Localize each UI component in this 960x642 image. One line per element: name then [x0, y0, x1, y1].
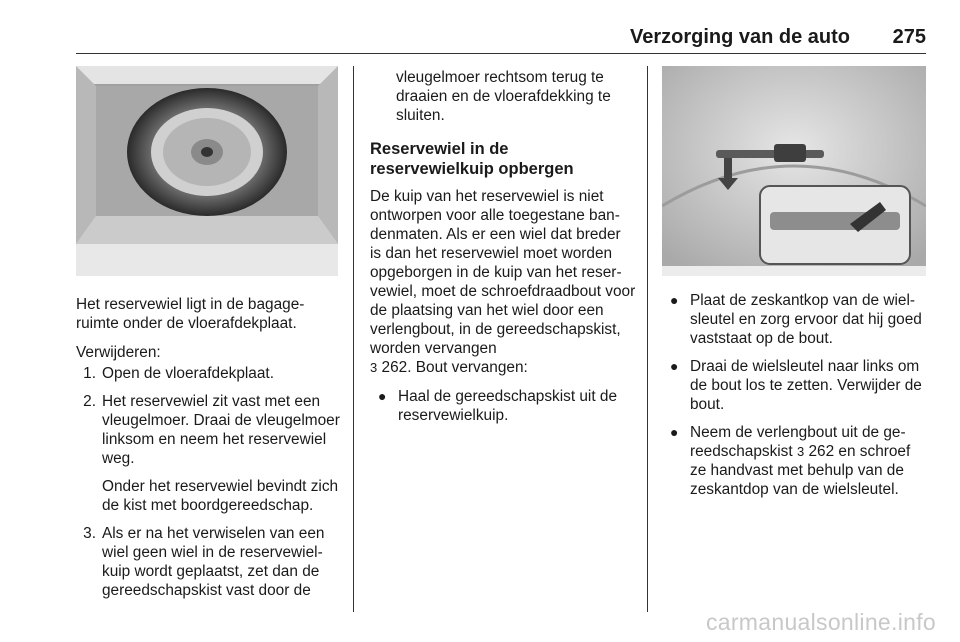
removal-steps — [76, 364, 342, 600]
right-column — [662, 291, 928, 508]
bullet-text: Haal de gereedschapskist uit de reservewielkuip. — [398, 388, 618, 424]
intro-paragraph: Het reservewiel ligt in de bagageruimte onder de vloerafdekplaat. — [76, 296, 305, 332]
bullet-icon: ● — [670, 292, 679, 308]
continuation-paragraph: vleugelmoer rechtsom terug te draaien en de vloerafdekking te sluiten. — [396, 69, 611, 124]
left-column — [76, 295, 342, 609]
bullet-item — [370, 387, 636, 425]
step-number: 3. — [83, 525, 96, 542]
spare-wheel-illustration — [76, 66, 338, 276]
bullet-text: Plaat de zeskantkop van de wielsleutel en zorg ervoor dat hij goed vaststaat op de bout. — [690, 292, 922, 347]
column-divider-2 — [647, 66, 648, 612]
step-text: Open de vloerafdekplaat. — [102, 365, 274, 382]
bullet-icon: ● — [670, 424, 679, 440]
bullet-item — [662, 357, 928, 414]
step-3 — [76, 524, 342, 600]
page-number: 275 — [892, 26, 926, 48]
page-header — [76, 24, 926, 54]
step-number: 1. — [83, 365, 96, 382]
bullet-text — [690, 423, 928, 499]
spare-wheel-photo — [76, 66, 338, 276]
bullet-text-part: 262 en schroef ze handvast met behulp van de zeskantdop van de wielsleutel. — [690, 443, 911, 498]
reference-arrow-icon: 3 — [370, 360, 378, 375]
bullet-icon: ● — [378, 388, 387, 404]
header-title: Verzorging van de auto — [629, 26, 850, 48]
right-bullet-list — [662, 291, 928, 499]
tyre-size-paragraph — [370, 187, 636, 377]
column-divider-1 — [353, 66, 354, 612]
bolt-replacement-photo — [662, 66, 926, 276]
bullet-text-part: Neem de verlengbout uit de gereedschapskist — [690, 424, 906, 460]
step-2 — [76, 392, 342, 515]
remove-label: Verwijderen: — [76, 344, 161, 361]
wheel-wrench-illustration — [662, 66, 926, 276]
watermark: carmanualsonline.info — [705, 609, 936, 635]
bullet-item — [662, 291, 928, 348]
paragraph-text: 262. Bout vervangen: — [377, 359, 528, 376]
bullet-icon: ● — [670, 358, 679, 374]
reference-arrow-icon: 3 — [796, 444, 805, 459]
step-text: Het reservewiel zit vast met een vleugelmoer. Draai de vleugelmoer linksom en neem het reservewiel weg. — [102, 393, 340, 467]
middle-bullet-list — [370, 387, 636, 425]
step-1 — [76, 364, 342, 383]
bullet-text: Draai de wielsleutel naar links om de bout los te zetten. Verwijder de bout. — [690, 358, 922, 413]
bullet-item — [662, 423, 928, 499]
step-text: Als er na het verwiselen van een wiel geen wiel in de reservewielkuip wordt geplaatst, zet dan de gereedschapskist vast door de — [102, 525, 325, 599]
paragraph-text: De kuip van het reservewiel is niet ontworpen voor alle toegestane bandenmaten. Als er een wiel dat breder is dan het reservewiel moet worden opgeborgen in de kuip van het reservewiel, moet de schroefdraadbout voor de plaatsing van het wiel door een verlengbout, in de gereedschapskist, worden vervangen — [370, 188, 636, 357]
step-text: Onder het reservewiel bevindt zich de kist met boordgereedschap. — [102, 478, 339, 514]
middle-column — [370, 68, 636, 434]
step-number: 2. — [83, 393, 96, 410]
section-heading: Reservewiel in de reservewielkuip opbergen — [370, 140, 574, 178]
